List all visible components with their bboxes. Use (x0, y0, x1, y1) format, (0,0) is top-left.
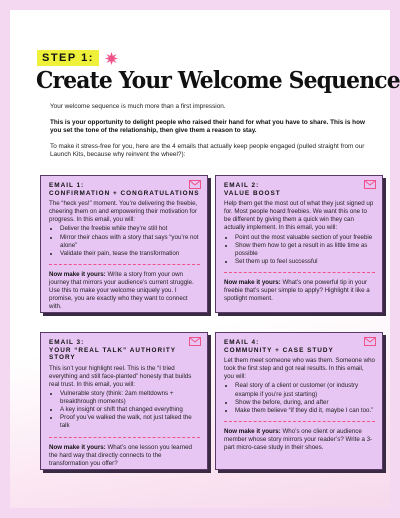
list-item: • Real story of a client or customer (or industry example if you’re just starting) (235, 382, 375, 398)
email-card-1 (40, 175, 208, 313)
action-text: What’s one powerful tip in your freebie that’s super simple to apply? Highlight it like a spotlight moment. (224, 278, 370, 303)
list-item: • A key insight or shift that changed everything (60, 406, 200, 414)
intro-line-2: This is your opportunity to delight people who raised their hand for what you have to share. This is how you set the tone of the relationship, then give them a reason to stay. (50, 118, 365, 135)
envelope-icon (189, 180, 201, 189)
card-body-2: Help them get the most out of what they just signed up for. Most people hoard freebies. We want this one to be different by giving them a quick win they can actually implement. In this email, you will: (224, 200, 374, 232)
step-badge: STEP 1: (37, 50, 99, 66)
action-label: Now make it yours: (224, 278, 281, 286)
card-body-3: This isn’t your highlight reel. This is the “I tried everything and still face-planted” honesty that builds real trust. In this email, you will: (49, 364, 192, 388)
list-item: • Make them believe “if they did it, maybe I can too.” (235, 407, 375, 415)
card-bullets-1 (60, 225, 200, 257)
list-item: • Set them up to feel successful (235, 258, 375, 266)
dashed-divider (224, 421, 375, 422)
action-label: Now make it yours: (49, 270, 106, 278)
list-item: • Deliver the freebie while they’re still hot (60, 225, 200, 233)
card-body-4: Let them meet someone who was them. Someone who took the first step and got real results. In this email, you will: (224, 357, 375, 381)
list-item: • Validate their pain, tease the transformation (60, 250, 200, 258)
card-heading-3: EMAIL 3: (49, 339, 85, 346)
card-subheading-1: CONFIRMATION + CONGRATULATIONS (49, 189, 200, 197)
card-action-3 (49, 444, 200, 468)
list-item: • Vulnerable story (think: 2am meltdowns + breakthrough moments) (60, 390, 200, 406)
card-body-1: The “heck yes!” moment. You’re delivering the freebie, cheering them on and empowering their motivation for progress. In this email, you will: (49, 200, 198, 224)
card-action-2 (224, 279, 375, 303)
intro-line-1: Your welcome sequence is much more than a first impression. (50, 103, 226, 110)
envelope-icon (189, 337, 201, 346)
card-bullets-2 (235, 234, 375, 266)
email-card-3 (40, 332, 208, 470)
card-subheading-3: YOUR “REAL TALK” AUTHORITY STORY (49, 346, 176, 362)
email-card-2 (215, 175, 383, 313)
action-label: Now make it yours: (224, 427, 281, 435)
card-bullets-3 (60, 390, 200, 430)
card-heading-2: EMAIL 2: (224, 182, 260, 189)
email-card-4 (215, 332, 383, 470)
list-item: • Proof you’ve walked the walk, not just talked the talk (60, 414, 200, 430)
intro-text (50, 103, 375, 167)
card-heading-1: EMAIL 1: (49, 182, 85, 189)
card-heading-4: EMAIL 4: (224, 339, 260, 346)
action-text: Write a story from your own journey that mirrors your audience’s current struggle. Use this to make your welcome uniquely you. I promise, you are exactly who they want to connect with. (49, 270, 194, 311)
card-action-4 (224, 428, 375, 452)
list-item: • Show the before, during, and after (235, 399, 375, 407)
card-bullets-4 (235, 382, 375, 414)
card-action-1 (49, 271, 200, 311)
card-subheading-2: VALUE BOOST (224, 189, 281, 197)
page-title: Create Your Welcome Sequence (36, 66, 400, 94)
dashed-divider (49, 264, 200, 265)
intro-line-3: To make it stress-free for you, here are the 4 emails that actually keep people engaged (pulled straight from our Launch Kits, because why reinvent the wheel?): (50, 142, 365, 159)
card-subheading-4: COMMUNITY + CASE STUDY (224, 346, 334, 354)
action-label: Now make it yours: (49, 443, 106, 451)
list-item: • Point out the most valuable section of your freebie (235, 234, 375, 242)
page (10, 10, 400, 508)
action-text: Who’s one client or audience member whose story mirrors your reader’s? Write a 3-part micro-case study in their shoes. (224, 427, 373, 452)
envelope-icon (364, 180, 376, 189)
list-item: • Show them how to get a result in as little time as possible (235, 242, 375, 258)
list-item: • Mirror their chaos with a story that says “you’re not alone” (60, 234, 200, 250)
envelope-icon (364, 337, 376, 346)
step-row (37, 50, 118, 66)
dashed-divider (224, 272, 375, 273)
action-text: What’s one lesson you learned the hard way that directly connects to the transformation you offer? (49, 443, 192, 467)
starburst-icon (105, 52, 118, 65)
dashed-divider (49, 437, 200, 438)
